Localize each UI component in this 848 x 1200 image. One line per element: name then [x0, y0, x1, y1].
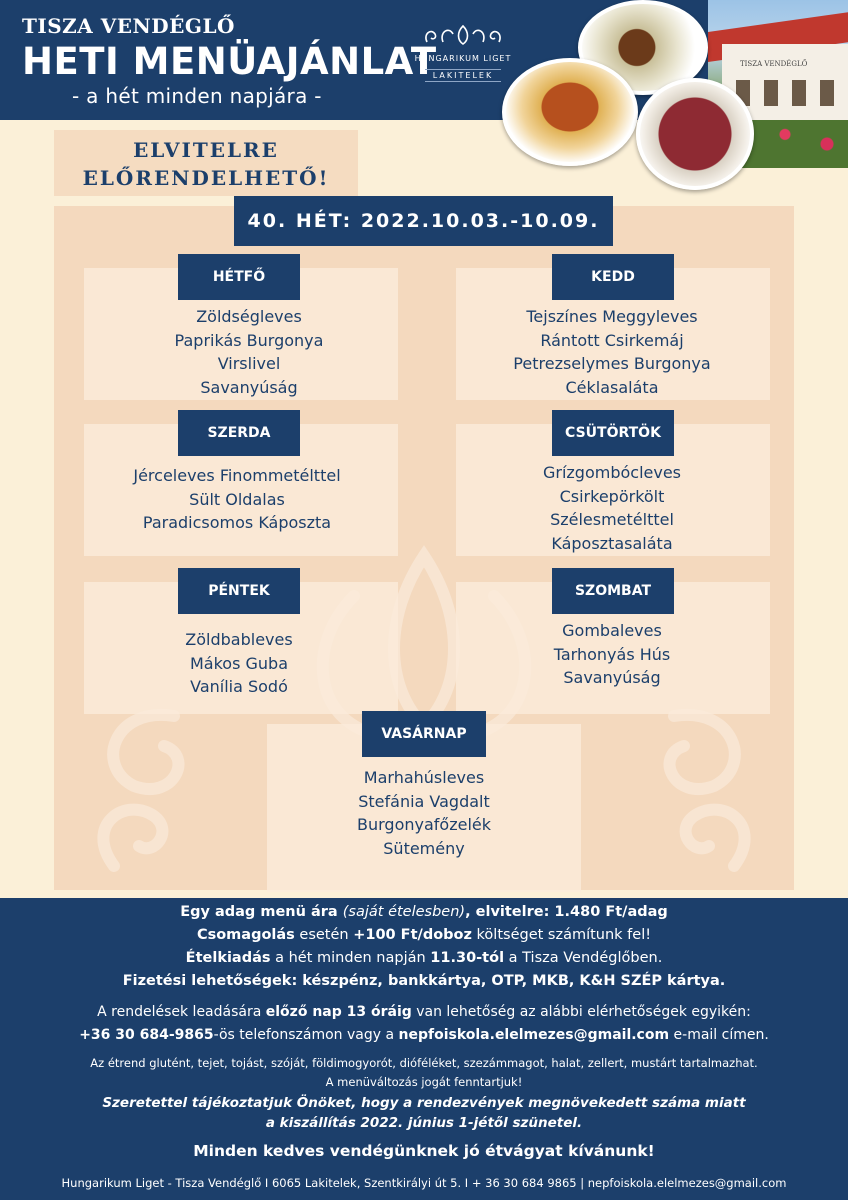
phone-link[interactable]: +36 30 684-9865 [79, 1027, 214, 1043]
contact-text: -ös telefonszámon vagy a [213, 1027, 399, 1043]
menu-item: Zöldségleves [196, 307, 302, 326]
menu-item: Tejszínes Meggyleves [526, 307, 698, 326]
address-line: Hungarikum Liget - Tisza Vendéglő I 6065 Lakitelek, Szentkirályi út 5. I + 36 30 684 9865 | nepfoiskola.elelmezes@gmail.com [61, 1176, 787, 1190]
menu-item: Paradicsomos Káposzta [142, 513, 332, 532]
allergen-notice: Az étrend glutént, tejet, tojást, szóját, földimogyorót, dióféléket, szezámmagot, halat, zellert, mustárt tartalmazhat. [90, 1056, 758, 1070]
logo-text: HUNGARIKUM LIGET [414, 54, 512, 63]
week-banner: 40. HÉT: 2022.10.03.-10.09. [234, 196, 613, 246]
menu-csutortok [447, 461, 777, 555]
menu-item: Grízgombócleves [542, 463, 682, 482]
payment-label: Fizetési lehetőségek: [122, 973, 298, 989]
price-value: , elvitelre: 1.480 Ft/adag [465, 904, 668, 920]
menu-item: Savanyúság [200, 377, 298, 397]
menu-hetfo [84, 305, 414, 399]
packaging-label: Csomagolás [196, 927, 295, 943]
menu-item: Savanyúság [563, 668, 661, 687]
payment-line [0, 973, 848, 989]
day-label-csutortok: CSÜTÖRTÖK [552, 410, 674, 456]
takeaway-line2: ELŐRENDELHETŐ! [82, 166, 330, 190]
packaging-line [0, 927, 848, 943]
order-text: A rendelések leadására [97, 1004, 266, 1020]
hungarikum-liget-logo [408, 22, 518, 92]
contact-text-end: e-mail címen. [669, 1027, 769, 1043]
order-text-end: van lehetőség az alábbi elérhetőségek egyikén: [411, 1004, 751, 1020]
menu-item: Gombaleves [562, 621, 662, 640]
ornament-icon [421, 22, 505, 48]
serving-place: a Tisza Vendéglőben. [504, 950, 663, 966]
price-text: Egy adag menü ára [180, 904, 343, 920]
page-title: HETI MENÜAJÁNLAT [22, 40, 437, 83]
building-sign: TISZA VENDÉGLŐ [740, 60, 808, 68]
day-label-kedd: KEDD [552, 254, 674, 300]
menu-item: Szélesmetélttel [550, 510, 674, 529]
menu-pentek [74, 628, 404, 699]
menu-kedd [447, 305, 777, 399]
email-link[interactable]: nepfoiskola.elelmezes@gmail.com [398, 1027, 670, 1043]
delivery-notice-1: Szeretettel tájékoztatjuk Önöket, hogy a rendezvények megnövekedett száma miatt [102, 1095, 746, 1111]
day-label-hetfo: HÉTFŐ [178, 254, 300, 300]
menu-item: Stefánia Vagdalt [358, 791, 490, 811]
food-photo-pasta [502, 58, 638, 166]
food-photo-soup [636, 78, 754, 190]
packaging-text: esetén [294, 927, 354, 943]
contact-line [0, 1027, 848, 1043]
menu-item: Sütemény [383, 838, 465, 858]
logo-subtext: LAKITELEK [425, 69, 501, 82]
menu-item: Csirkepörkölt [559, 486, 665, 506]
price-note: (saját ételesben) [342, 904, 466, 920]
menu-item: Paprikás Burgonya [174, 330, 324, 350]
menu-item: Burgonyafőzelék [357, 815, 491, 834]
serving-line [0, 950, 848, 966]
menu-item: Virslivel [217, 354, 281, 373]
menu-item: Jérceleves Finommetélttel [133, 466, 341, 485]
menu-item: Céklasaláta [565, 377, 659, 397]
menu-szombat [447, 619, 777, 690]
menu-szerda [72, 464, 402, 535]
day-label-pentek: PÉNTEK [178, 568, 300, 614]
rights-notice: A menüváltozás jogát fenntartjuk! [325, 1075, 523, 1089]
serving-time: 11.30-tól [430, 950, 505, 966]
restaurant-name: TISZA VENDÉGLŐ [22, 14, 235, 38]
closing-wish: Minden kedves vendégünknek jó étvágyat kívánunk! [193, 1142, 655, 1160]
delivery-notice-2: a kiszállítás 2022. június 1-jétől szünetel. [265, 1115, 583, 1131]
serving-label: Ételkiadás [185, 950, 271, 966]
payment-methods: készpénz, bankkártya, OTP, MKB, K&H SZÉP kártya. [297, 973, 726, 989]
menu-item: Mákos Guba [189, 653, 288, 673]
day-label-szerda: SZERDA [178, 410, 300, 456]
menu-item: Marhahúsleves [363, 768, 485, 787]
menu-item: Vanília Sodó [190, 677, 288, 696]
order-line [0, 1004, 848, 1020]
menu-item: Sült Oldalas [189, 489, 285, 509]
menu-item: Zöldbableves [185, 630, 293, 649]
serving-text: a hét minden napján [270, 950, 431, 966]
menu-item: Rántott Csirkemáj [540, 330, 684, 350]
page-subtitle: - a hét minden napjára - [72, 84, 322, 108]
takeaway-notice [54, 130, 358, 196]
order-deadline: előző nap 13 óráig [265, 1004, 412, 1020]
packaging-text-end: költséget számítunk fel! [471, 927, 652, 943]
day-label-vasarnap: VASÁRNAP [362, 711, 486, 757]
menu-item: Petrezselymes Burgonya [513, 354, 711, 373]
footer-info [0, 898, 848, 1200]
price-line [0, 904, 848, 920]
menu-item: Tarhonyás Hús [553, 644, 671, 664]
day-label-szombat: SZOMBAT [552, 568, 674, 614]
menu-item: Káposztasaláta [551, 533, 673, 553]
packaging-fee: +100 Ft/doboz [353, 927, 472, 943]
takeaway-line1: ELVITELRE [133, 138, 279, 162]
menu-vasarnap [259, 766, 589, 860]
